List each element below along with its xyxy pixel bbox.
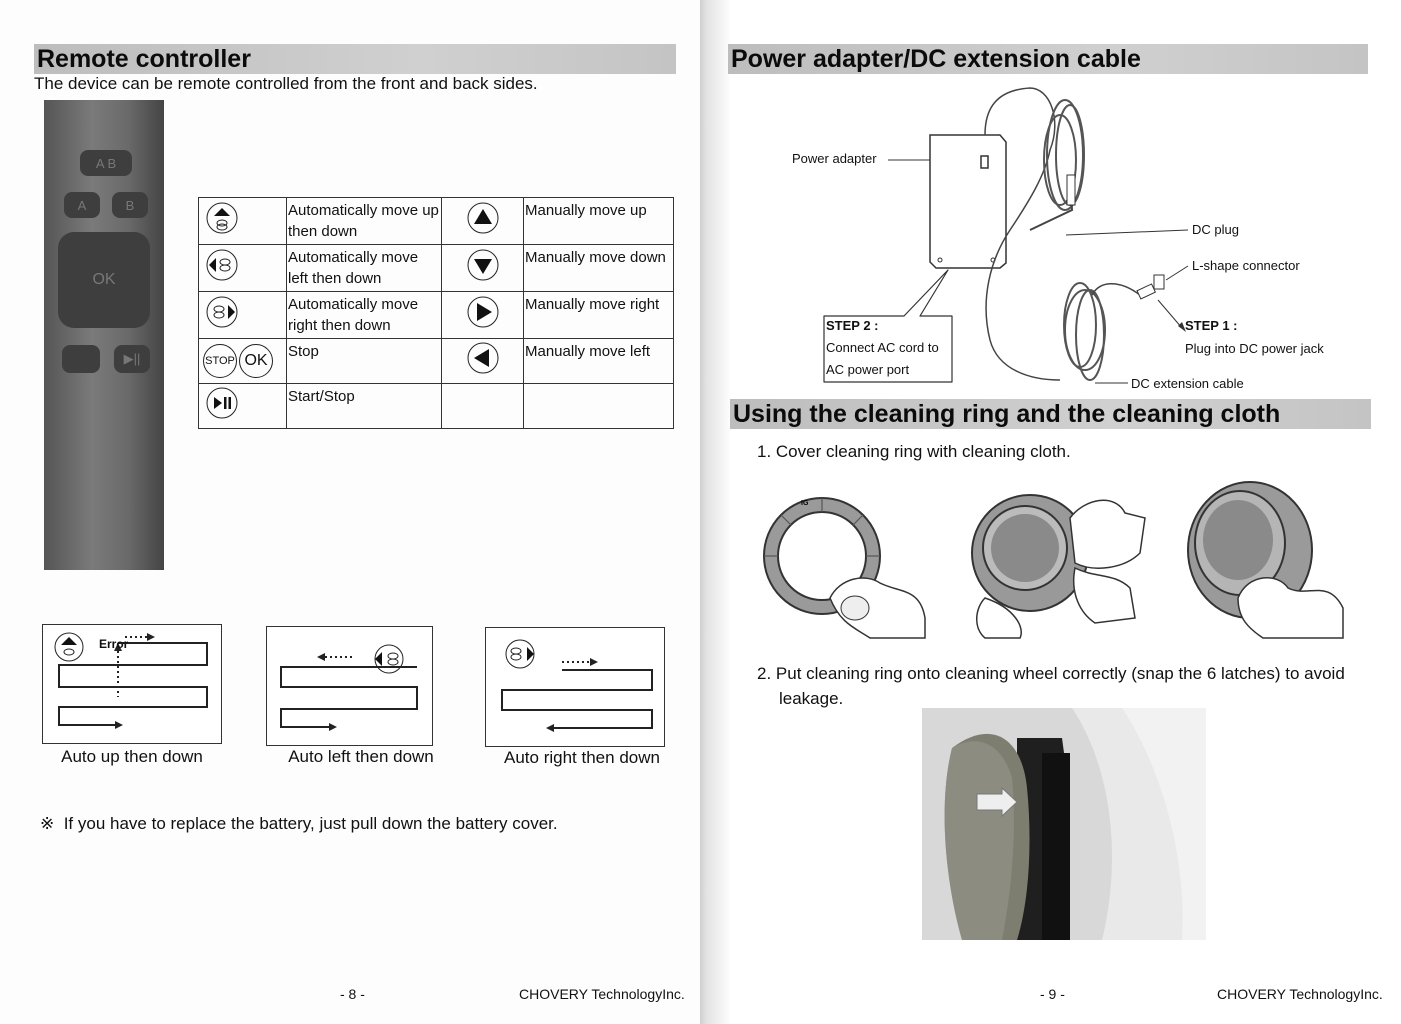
- page-9: [700, 0, 1401, 1024]
- remote-b-button: B: [112, 192, 148, 218]
- arrow-up-icon: [466, 201, 500, 235]
- diagram-auto-right: [485, 627, 665, 747]
- note-text: If you have to replace the battery, just pull down the battery cover.: [63, 814, 558, 833]
- step1-title: STEP 1 :: [1185, 318, 1238, 333]
- intro-text: The device can be remote controlled from the front and back sides.: [34, 74, 538, 93]
- table-row: [199, 198, 674, 245]
- remote-ok-pad: OK: [58, 232, 150, 328]
- label-dc-extension: DC extension cable: [1131, 376, 1244, 391]
- table-row: [199, 292, 674, 339]
- ring-mark: IG: [801, 500, 809, 507]
- diagram-caption: Auto left then down: [288, 747, 434, 766]
- table-cell: Start/Stop: [287, 384, 442, 429]
- stop-ok-icon: [203, 344, 273, 378]
- auto-left-icon: [205, 248, 239, 282]
- note-symbol: ※: [40, 814, 55, 833]
- play-pause-icon: [205, 386, 239, 420]
- remote-stop-button: [62, 345, 100, 373]
- arrow-left-icon: [466, 341, 500, 375]
- auto-up-icon: [205, 201, 239, 235]
- battery-note: [40, 814, 558, 834]
- page-8: [0, 0, 700, 1024]
- table-cell: Automatically move right then down: [287, 292, 442, 339]
- step2-line1: Connect AC cord to: [826, 340, 939, 355]
- label-dc-plug: DC plug: [1192, 222, 1239, 237]
- section-title-remote: Remote controller: [34, 44, 676, 74]
- table-row: [199, 245, 674, 292]
- ok-icon: OK: [239, 344, 273, 378]
- table-row: [199, 339, 674, 384]
- step2-line2: AC power port: [826, 362, 910, 377]
- ring-image-1: [760, 478, 940, 648]
- instruction-step-2-cont: leakage.: [779, 689, 844, 708]
- table-cell: Manually move down: [524, 245, 674, 292]
- page-number: - 9 -: [1040, 986, 1065, 1002]
- step2-title: STEP 2 :: [826, 318, 879, 333]
- table-cell: Automatically move up then down: [287, 198, 442, 245]
- remote-a-button: A: [64, 192, 100, 218]
- remote-ab-button: A B: [80, 150, 132, 176]
- arrow-right-icon: [466, 295, 500, 329]
- remote-play-button: ▶||: [114, 345, 150, 373]
- table-row: [199, 384, 674, 429]
- ring-image-3: [1178, 478, 1358, 648]
- ring-image-2: [965, 478, 1155, 648]
- table-cell: Stop: [287, 339, 442, 384]
- auto-right-icon: [205, 295, 239, 329]
- instruction-step-2: 2. Put cleaning ring onto cleaning wheel correctly (snap the 6 latches) to avoid: [757, 664, 1345, 683]
- footer-company: CHOVERY TechnologyInc.: [1217, 986, 1383, 1002]
- remote-controller-image: [44, 100, 164, 570]
- error-label: Error: [99, 637, 129, 651]
- label-l-shape: L-shape connector: [1192, 258, 1300, 273]
- cleaning-wheel-photo: [922, 708, 1206, 940]
- table-cell: Manually move right: [524, 292, 674, 339]
- diagram-caption: Auto up then down: [61, 747, 203, 766]
- section-title-power: Power adapter/DC extension cable: [728, 44, 1368, 74]
- diagram-auto-left: [266, 626, 433, 746]
- instruction-step-1: 1. Cover cleaning ring with cleaning cloth.: [757, 442, 1071, 461]
- diagram-auto-up: [42, 624, 222, 744]
- table-cell: Manually move up: [524, 198, 674, 245]
- arrow-down-icon: [466, 248, 500, 282]
- control-table: [198, 197, 674, 429]
- page-number: - 8 -: [340, 986, 365, 1002]
- label-power-adapter: Power adapter: [792, 151, 877, 166]
- stop-icon: STOP: [203, 344, 237, 378]
- footer-company: CHOVERY TechnologyInc.: [519, 986, 685, 1002]
- diagram-caption: Auto right then down: [504, 748, 660, 767]
- section-title-cleaning: Using the cleaning ring and the cleaning cloth: [730, 399, 1371, 429]
- table-cell: Automatically move left then down: [287, 245, 442, 292]
- table-cell: Manually move left: [524, 339, 674, 384]
- step1-text: Plug into DC power jack: [1185, 341, 1324, 356]
